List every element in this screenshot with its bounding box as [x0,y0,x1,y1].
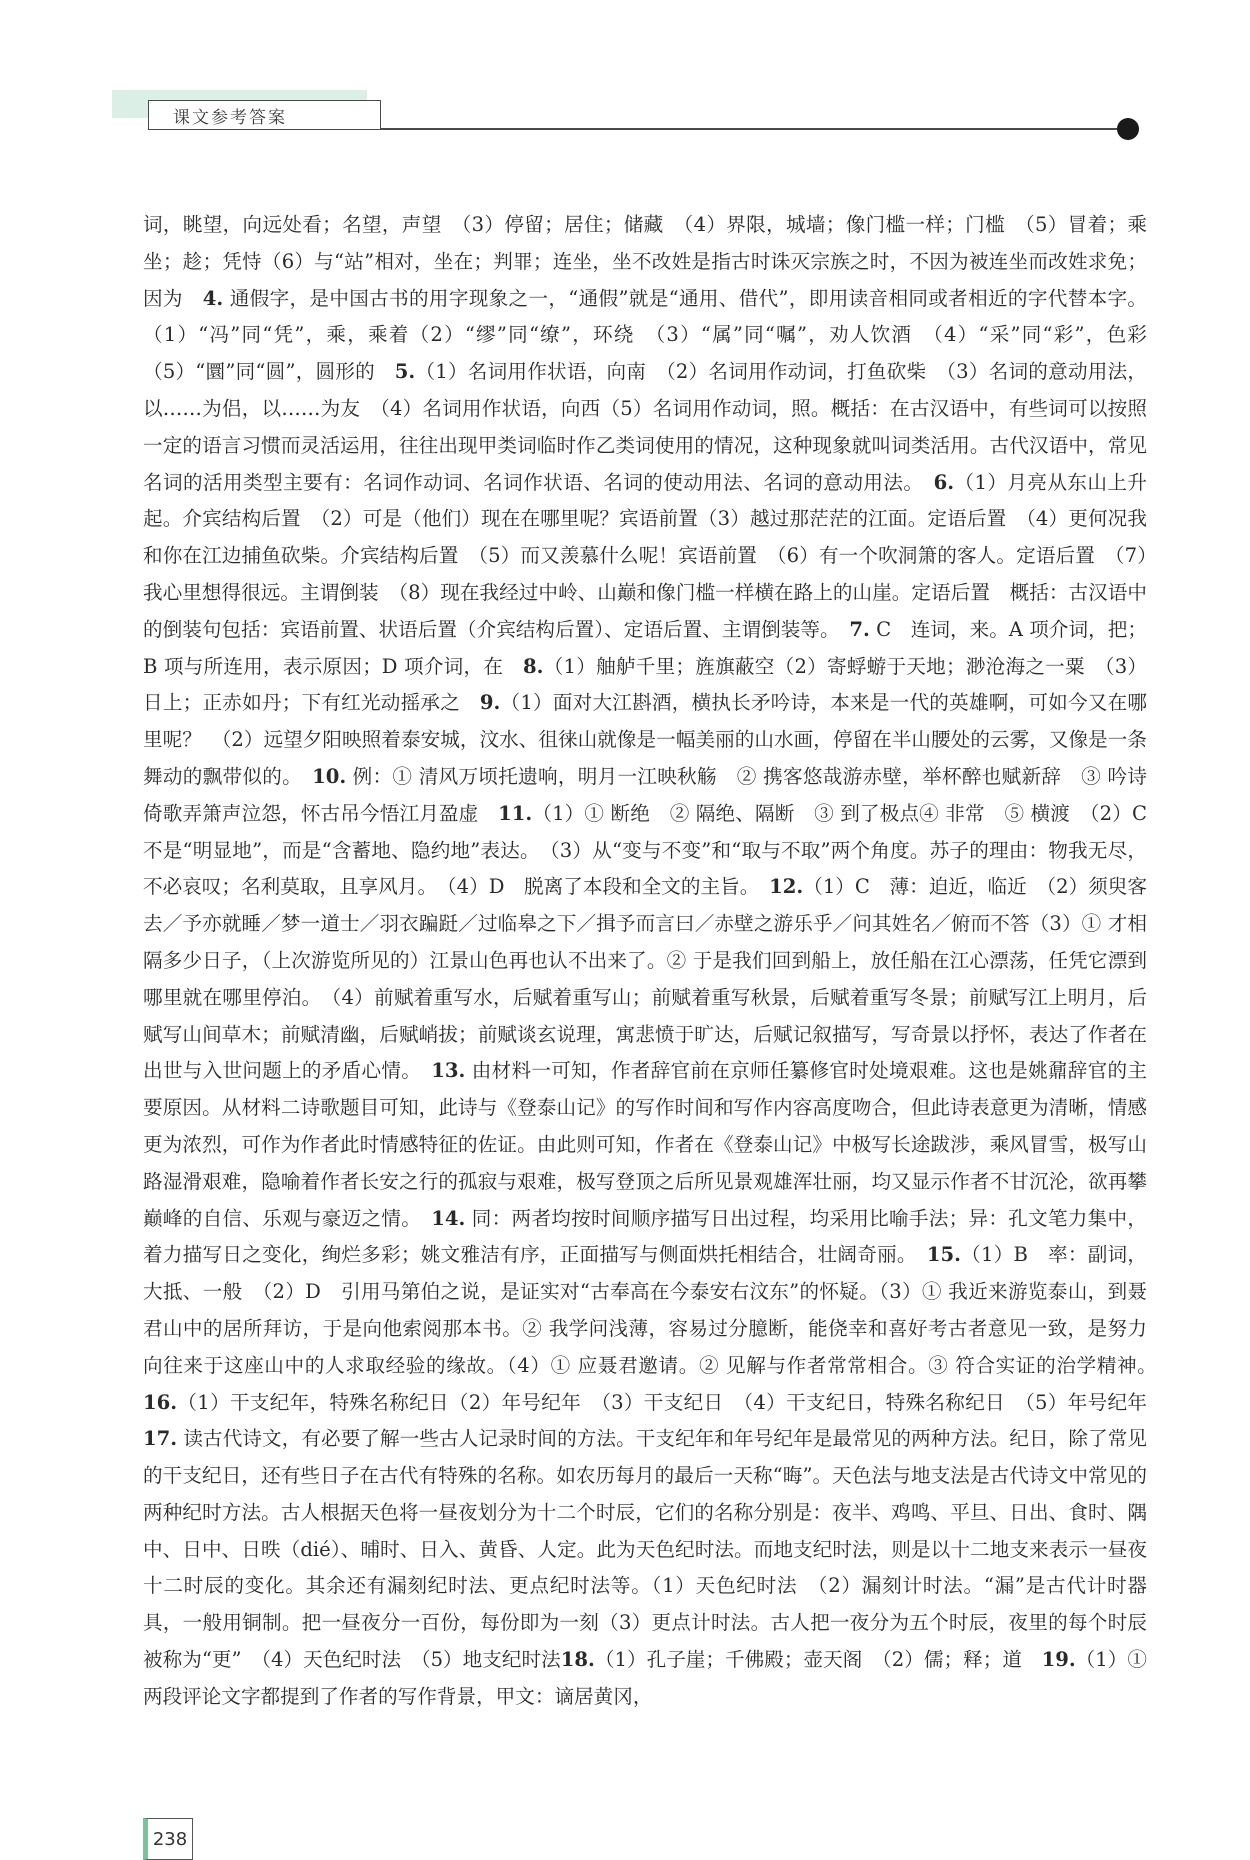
question-number: 16. [143,1390,178,1414]
text-run: （1）舳舻千里；旌旗蔽空 [543,654,775,678]
text-run: （2）“缪”同“缭”，环绕 （3）“属”同“嘱”，劝人饮酒 （4）“采”同“彩”，色彩（5）“圜”同“圆”，圆形的 [143,323,1147,384]
text-run: （1）面对大江斟酒，横执长矛吟诗，本来是一代的英雄啊，可如今又在哪里呢？ （2）远望夕阳映照着泰安城，汶水、徂徕山就像是一幅美丽的山水画，停留在半山腰处的云雾，又像是一条舞动的飘带似的。 [143,691,1148,788]
text-run: （6）与“站”相对，坐在；判罪；连坐，坐不改姓是指古时诛灭宗族之时，不因为被连坐而改姓求免；因为 [143,249,1148,310]
text-run: （1）① 断绝 ② 隔绝、隔断 ③ 到了极点 [532,801,920,825]
question-number: 8. [523,654,544,678]
text-run: （2）年号纪年 （3）干支纪日 （4）干支纪日，特殊名称纪日 （5）年号纪年 [448,1390,1167,1414]
text-run: 同：两者均按时间顺序描写日出过程，均采用比喻手法；异：孔文笔力集中，着力描写日之变化，绚烂多彩；姚文雅洁有序，正面描写与侧面烘托相结合，壮阔奇丽。 [143,1206,1147,1267]
question-number: 10. [312,764,347,788]
question-number: 6. [933,470,955,494]
page-number: 238 [143,1818,193,1860]
header-title: 课文参考答案 [148,100,381,130]
question-number: 11. [498,801,533,825]
text-run: （5）名词用作动词，照。概括：在古汉语中，有些词可以按照一定的语言习惯而灵活运用，往往出现甲类词临时作乙类词使用的情况，这种现象就叫词类活用。古代汉语中，常见名词的活用类型主要有：名词作动词、名词作状语、名词的使动用法、名词的意动用法。 [143,396,1148,494]
question-number: 9. [479,691,501,715]
text-run: （1）名词用作状语，向南 （2）名词用作动词，打鱼砍柴 （3）名词的意动用法，以……为侣，以……为友 （4）名词用作状语，向西 [143,360,1147,420]
text-run: 例：① 清风万顷托遗响，明月一江映秋觞 ② 携客悠哉游赤壁，举杯醉也赋新辞 ③ 吟诗倚歌弄箫声泣怨，怀古吊今悟江月盈虚 [143,764,1148,825]
text-run: （1）C 薄：迫近，临近 （2）须臾客去／予亦就睡／梦一道士／羽衣蹁跹／过临皋之下／揖予而言曰／赤壁之游乐乎／问其姓名／俯而不答 [143,875,1148,936]
text-run: 词，眺望，向远处看；名望，声望 （3）停留；居住；储藏 （4）界限，城墙；像门槛一样；门槛 （5）冒着；乘坐；趁；凭恃 [143,213,1147,273]
text-run: ④ 非常 ⑤ 横渡 （2）C 不是“明显地”，而是“含蓄地、隐约地”表达。 （3）从“变与不变”和“取与不取”两个角度。苏子的理由：物我无尽，不必哀叹；名利莫取，且享风月。 （4）D 脱离了本段和全文的主旨。 [143,801,1167,899]
text-run: （1）B 率：副词，大抵、一般 （2）D 引用马第伯之说，是证实对“古奉高在今泰安右汶东”的怀疑。（3）① 我近来游览泰山，到聂君山中的居所拜访，于是向他索阅那本书。② 我学问浅薄，容易过分臆断，能侥幸和喜好考古者意见一致，是努力向往来于这座山中的人求取经验的缘故。（4）① 应聂君邀请。② 见解与作者常常相合。③ 符合实证的治学精神。 [143,1243,1167,1377]
question-number: 19. [1041,1648,1076,1672]
text-run: 由材料一可知，作者辞官前在京师任纂修官时处境艰难。这也是姚鼐辞官的主要原因。从材料二诗歌题目可知，此诗与《登泰山记》的写作时间和写作内容高度吻合，但此诗表意更为清晰，情感更为浓烈，可作为作者此时情感特征的佐证。由此则可知，作者在《登泰山记》中极写长途跋涉，乘风冒雪，极写山路湿滑艰难，隐喻着作者长安之行的孤寂与艰难，极写登顶之后所见景观雄浑壮丽，均又显示作者不甘沉沦，欲再攀巅峰的自信、乐观与豪迈之情。 [143,1059,1147,1230]
question-number: 7. [849,617,870,641]
text-run: （1）① 两段评论文字都提到了作者的写作背景，甲文：谪居黄冈， [143,1648,1147,1708]
page-header [0,0,1250,150]
question-number: 5. [394,360,416,384]
question-number: 18. [560,1648,595,1672]
text-run: C 连词，来。A 项介词，把；B 项与所连用，表示原因；D 项介词，在 [143,617,1147,678]
text-run: （3）① 才相隔多少日子，（上次游览所见的）江景山色再也认不出来了。② 于是我们回到船上，放任船在江心漂荡，任凭它漂到哪里就在哪里停泊。 （4）前赋着重写水，后赋着重写山；前赋着重写秋景，后赋着重写冬景；前赋写江上明月，后赋写山间草木；前赋清幽，后赋峭拔；前赋谈玄说理，寓悲愤于旷达，后赋记叙描写，写奇景以抒怀，表达了作者在出世与入世问题上的矛盾心情。 [143,912,1147,1083]
text-run: 通假字，是中国古书的用字现象之一，“通假”就是“通用、借代”，即用读音相同或者相近的字代替本字。（1）“冯”同“凭”，乘，乘着 [143,286,1148,347]
question-number: 12. [769,875,804,899]
text-run: （1）干支纪年，特殊名称纪日 [177,1390,449,1414]
question-number: 17. [143,1427,178,1451]
header-rule [381,128,1121,130]
question-number: 14. [431,1206,466,1230]
answer-text [143,207,1167,1716]
question-number: 4. [202,286,224,310]
text-run: （2）寄蜉蝣于天地；渺沧海之一粟 （3）日上；正赤如丹；下有红光动摇承之 [143,654,1148,715]
text-run: （1）孔子崖；千佛殿；壶天阁 （2）儒；释；道 [594,1648,1042,1672]
text-run: （3）越过那茫茫的江面。定语后置 （4）更何况我和你在江边捕鱼砍柴。介宾结构后置 （5）而又羡慕什么呢！宾语前置 （6）有一个吹洞箫的客人。定语后置 （7）我心里想得很远。主谓倒装 （8）现在我经过中岭、山巅和像门槛一样横在路上的山崖。定语后置 概括：古汉语中的倒装句包括：宾语前置、状语后置（介宾结构后置）、定语后置、主谓倒装等。 [143,507,1147,641]
question-number: 15. [926,1243,961,1267]
question-number: 13. [431,1059,466,1083]
text-run: 读古代诗文，有必要了解一些古人记录时间的方法。干支纪年和年号纪年是最常见的两种方法。纪日，除了常见的干支纪日，还有些日子在古代有特殊的名称。如农历每月的最后一天称“晦”。天色法与地支法是古代诗文中常见的两种纪时方法。古人根据天色将一昼夜划分为十二个时辰，它们的名称分别是：夜半、鸡鸣、平旦、日出、食时、隅中、日中、日昳（dié）、晡时、日入、黄昏、人定。此为天色纪时法。而地支纪时法，则是以十二地支来表示一昼夜十二时辰的变化。其余还有漏刻纪时法、更点纪时法等。（1）天色纪时法 （2）漏刻计时法。“漏”是古代计时器具，一般用铜制。把一昼夜分一百份，每份即为一刻 [143,1427,1147,1635]
header-dot [1117,118,1139,140]
text-run: （1）月亮从东山上升起。介宾结构后置 （2）可是（他们）现在在哪里呢？宾语前置 [143,470,1147,531]
text-run: （3）更点计时法。古人把一夜分为五个时辰，夜里的每个时辰被称为“更” （4）天色纪时法 （5）地支纪时法 [143,1611,1148,1672]
